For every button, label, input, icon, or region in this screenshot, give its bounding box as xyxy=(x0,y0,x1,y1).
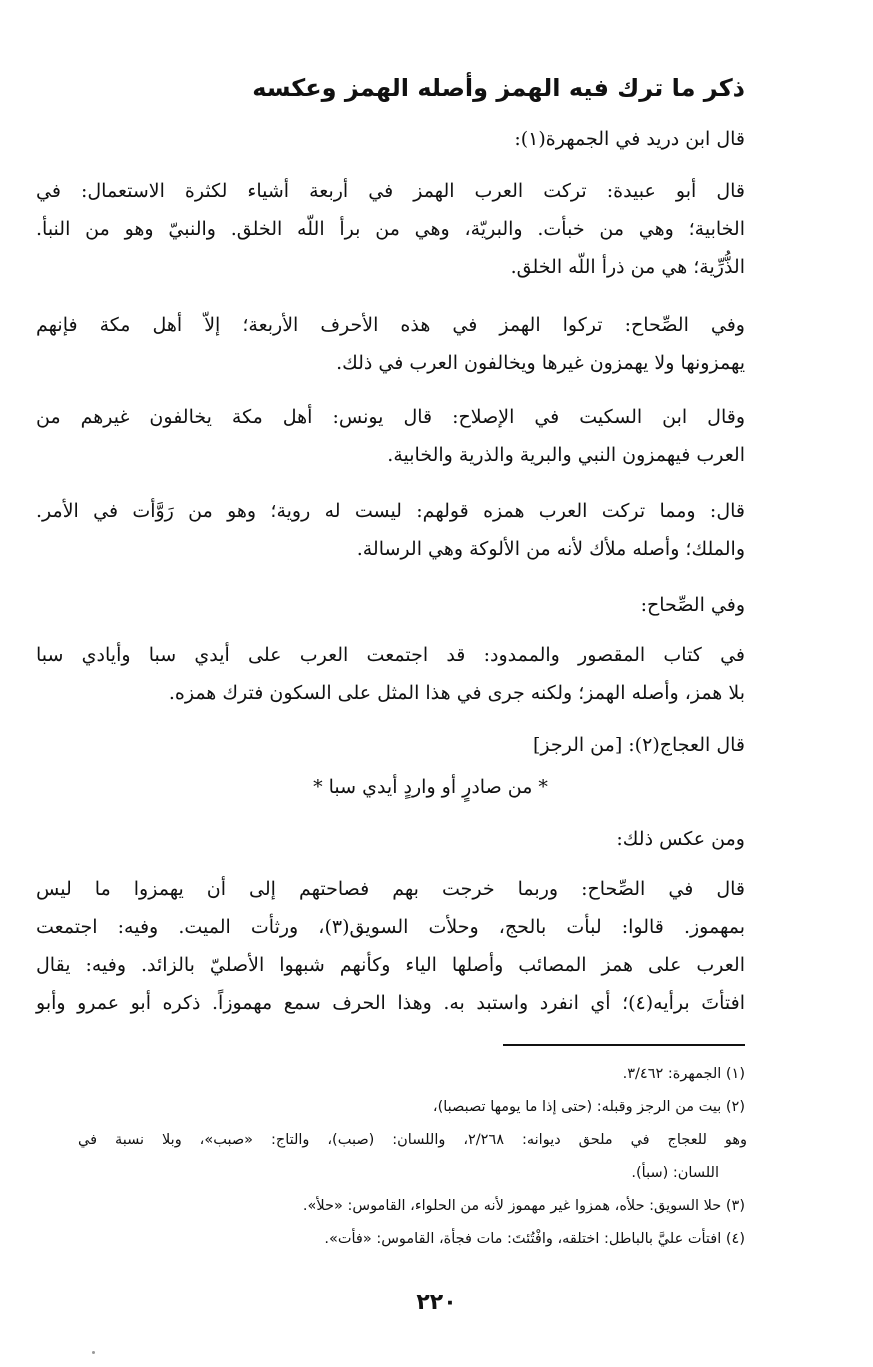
paragraph-line: قال في الصِّحاح: وربما خرجت بهم فصاحتهم إلى أن يهمزوا ما ليس xyxy=(36,878,745,900)
paragraph-line: بمهموز. قالوا: لبأت بالحج، وحلأت السويق(٣)، ورثأت الميت. وفيه: اجتمعت xyxy=(36,916,745,938)
page-number: ٢٢٠ xyxy=(416,1290,457,1315)
paragraph-line: الخابية؛ وهي من خبأت. والبريّة، وهي من برأ اللّه الخلق. والنبيّ وهو من النبأ. xyxy=(36,218,745,240)
footnote-divider xyxy=(503,1044,745,1046)
paragraph-line: الذُّرِّية؛ هي من ذرأ اللّه الخلق. xyxy=(510,256,745,278)
paragraph-line: وفي الصِّحاح: تركوا الهمز في هذه الأحرف الأربعة؛ إلاّ أهل مكة فإنهم xyxy=(36,314,745,336)
paragraph-line: ومن عكس ذلك: xyxy=(616,828,745,850)
paragraph-line: قال العجاج(٢): [من الرجز] xyxy=(532,734,745,756)
paragraph-line: بلا همز، وأصله الهمز؛ ولكنه جرى في هذا المثل على السكون فترك همزه. xyxy=(168,682,745,704)
paragraph-3 xyxy=(36,306,745,382)
paragraph-10 xyxy=(36,870,745,1022)
section-heading: ذكر ما ترك فيه الهمز وأصله الهمز وعكسه xyxy=(252,74,745,102)
paragraph-line: قال: ومما تركت العرب همزه قولهم: ليست له روية؛ وهو من رَوَّأت في الأمر. xyxy=(36,500,745,522)
paragraph-line: وفي الصِّحاح: xyxy=(640,594,745,616)
paragraph-6 xyxy=(36,586,745,624)
footnotes xyxy=(78,1058,745,1256)
footnote-line: (١) الجمهرة: ٣/٤٦٢. xyxy=(622,1066,745,1082)
paragraph-line: العرب فيهمزون النبي والبرية والذرية والخابية. xyxy=(387,444,745,466)
paragraph-8 xyxy=(36,726,745,764)
paragraph-7 xyxy=(36,636,745,712)
paragraph-2 xyxy=(36,172,745,286)
paragraph-line: في كتاب المقصور والممدود: قد اجتمعت العرب على أيدي سبا وأيادي سبا xyxy=(36,644,745,666)
footnote-line: (٤) افتأت عليَّ بالباطل: اختلقه، وافْتُئتَ: مات فجأة، القاموس: «فأت». xyxy=(324,1231,745,1247)
paragraph-9 xyxy=(36,820,745,858)
paragraph-line: العرب على همز المصائب وأصلها الياء وكأنهم شبهوا الأصليّ بالزائد. وفيه: يقال xyxy=(36,954,745,976)
verse-line: * من صادرٍ أو واردٍ أيدي سبا * xyxy=(313,776,548,798)
paragraph-5 xyxy=(36,492,745,568)
footnote-line: اللسان: (سبأ). xyxy=(631,1165,719,1181)
paragraph-line: وقال ابن السكيت في الإصلاح: قال يونس: أهل مكة يخالفون غيرهم من xyxy=(36,406,745,428)
paragraph-line: والملك؛ وأصله ملأك لأنه من الألوكة وهي الرسالة. xyxy=(356,538,745,560)
paragraph-4 xyxy=(36,398,745,474)
footnote-line: (٢) بيت من الرجز وقبله: (حتى إذا ما يومها تصبصبا)، xyxy=(432,1099,745,1115)
paragraph-line: قال ابن دريد في الجمهرة(١): xyxy=(514,128,745,150)
footnote-line: (٣) حلا السويق: حلأه، همزوا غير مهموز لأنه من الحلواء، القاموس: «حلأ». xyxy=(302,1198,745,1214)
paragraph-line: افتأتَ برأيه(٤)؛ أي انفرد واستبد به. وهذا الحرف سمع مهموزاً. ذكره أبو عمرو وأبو xyxy=(36,992,745,1014)
footnote-line: وهو للعجاج في ملحق ديوانه: ٢/٢٦٨، واللسان: (صبب)، والتاج: «صبب»، وبلا نسبة في xyxy=(78,1132,747,1148)
paragraph-line: قال أبو عبيدة: تركت العرب الهمز في أربعة أشياء لكثرة الاستعمال: في xyxy=(36,180,745,202)
scan-speck xyxy=(92,1351,95,1354)
paragraph-1 xyxy=(36,120,745,158)
paragraph-line: يهمزونها ولا يهمزون غيرها ويخالفون العرب في ذلك. xyxy=(336,352,745,374)
